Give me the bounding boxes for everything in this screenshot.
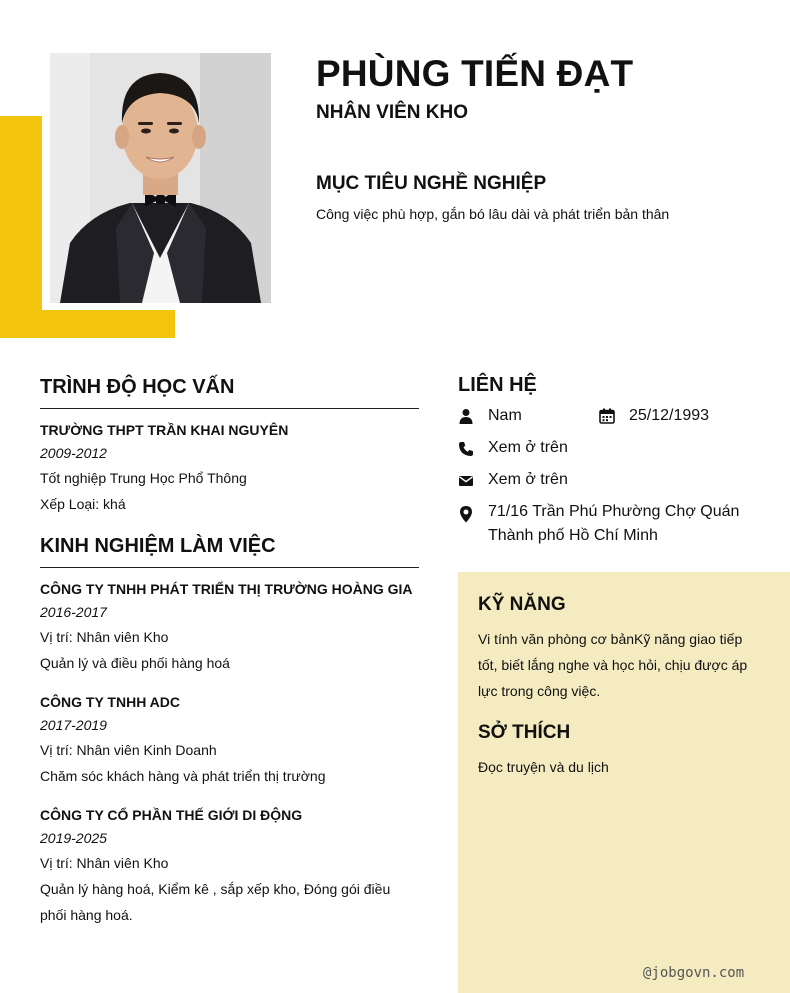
- candidate-name: PHÙNG TIẾN ĐẠT: [316, 53, 634, 94]
- job-position: Vị trí: Nhân viên Kinh Doanh: [40, 742, 217, 758]
- contact-email: Xem ở trên: [488, 471, 568, 488]
- company-name: CÔNG TY CỔ PHẦN THẾ GIỚI DI ĐỘNG: [40, 807, 303, 823]
- experience-divider: [40, 567, 419, 568]
- job-years: 2019-2025: [40, 830, 107, 846]
- education-years: 2009-2012: [40, 445, 107, 461]
- objective-title: MỤC TIÊU NGHỀ NGHIỆP: [316, 173, 547, 194]
- contact-phone: Xem ở trên: [488, 439, 568, 456]
- skills-panel: [458, 572, 790, 993]
- person-icon: [458, 408, 474, 424]
- job-position: Vị trí: Nhân viên Kho: [40, 629, 169, 645]
- phone-icon: [458, 441, 474, 457]
- job-title: NHÂN VIÊN KHO: [316, 102, 469, 123]
- hobbies-text: Đọc truyện và du lịch: [478, 759, 609, 775]
- experience-entry: [40, 691, 420, 789]
- calendar-icon: [599, 408, 615, 424]
- experience-entry: [40, 578, 420, 676]
- school-name: TRƯỜNG THPT TRẦN KHAI NGUYÊN: [40, 422, 289, 438]
- job-position: Vị trí: Nhân viên Kho: [40, 855, 169, 871]
- contact-address-line1: 71/16 Trần Phú Phường Chợ Quán: [488, 503, 740, 520]
- experience-title: KINH NGHIỆM LÀM VIỆC: [40, 535, 276, 557]
- profile-photo: [50, 53, 271, 303]
- mail-icon: [458, 473, 474, 489]
- watermark: @jobgovn.com: [643, 965, 745, 981]
- contact-dob: 25/12/1993: [629, 407, 710, 424]
- skills-title: KỸ NĂNG: [478, 594, 566, 615]
- contact-address-line2: Thành phố Hồ Chí Minh: [488, 527, 658, 544]
- education-divider: [40, 408, 419, 409]
- education-grade: Xếp Loại: khá: [40, 496, 126, 512]
- accent-bar-horizontal: [0, 310, 175, 338]
- hobbies-title: SỞ THÍCH: [478, 722, 571, 743]
- job-years: 2016-2017: [40, 604, 107, 620]
- company-name: CÔNG TY TNHH PHÁT TRIỂN THỊ TRƯỜNG HOÀNG GIA: [40, 581, 413, 597]
- accent-bar-vertical: [0, 116, 42, 338]
- job-description: Chăm sóc khách hàng và phát triển thị trường: [40, 768, 326, 784]
- job-description: Quản lý và điều phối hàng hoá: [40, 655, 230, 671]
- education-degree: Tốt nghiệp Trung Học Phổ Thông: [40, 470, 247, 486]
- skills-text: Vi tính văn phòng cơ bảnKỹ năng giao tiếp tốt, biết lắng nghe và học hỏi, chịu được áp lực trong công việc.: [478, 631, 748, 699]
- location-pin-icon: [458, 505, 474, 523]
- job-description: Quản lý hàng hoá, Kiểm kê , sắp xếp kho, Đóng gói điều phối hàng hoá.: [40, 881, 391, 923]
- experience-entry: [40, 804, 420, 928]
- job-years: 2017-2019: [40, 717, 107, 733]
- contact-title: LIÊN HỆ: [458, 374, 537, 396]
- objective-text: Công việc phù hợp, gắn bó lâu dài và phát triển bản thân: [316, 206, 670, 222]
- company-name: CÔNG TY TNHH ADC: [40, 694, 180, 710]
- contact-gender: Nam: [488, 407, 522, 424]
- education-title: TRÌNH ĐỘ HỌC VẤN: [40, 376, 235, 398]
